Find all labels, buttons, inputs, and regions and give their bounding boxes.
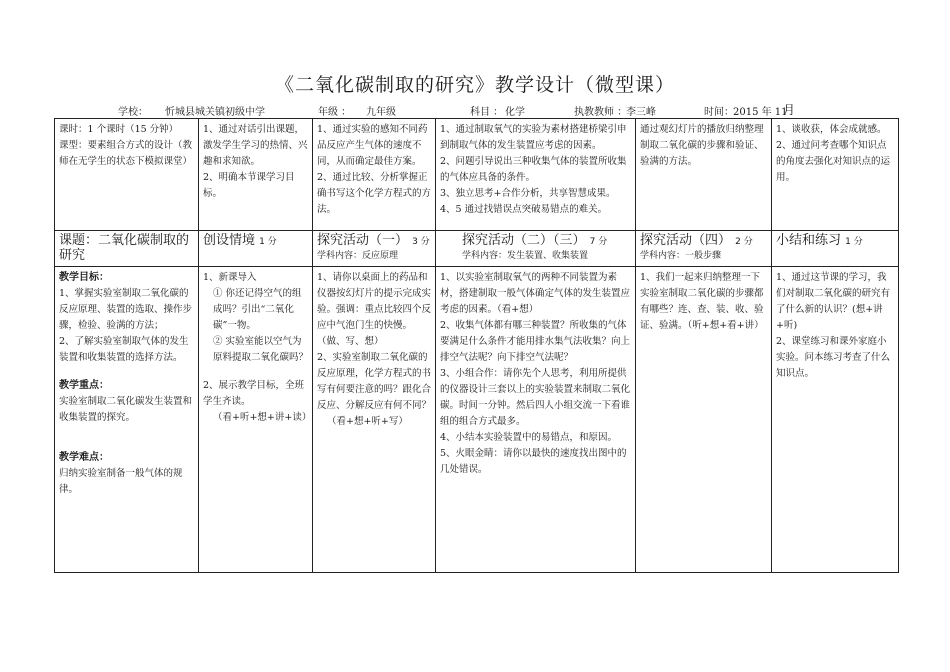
cell-phase-4-content (636, 267, 772, 573)
cell-phase-3 (436, 231, 636, 267)
phase-heading: 探究活动（二）（三） 7 分 (462, 233, 608, 248)
subject-value: 化学 (505, 107, 525, 118)
text-line: 1、以实验室制取氧气的两种不同装置为素材，搭建制取一般气体确定气体的发生装置应考虑的因素。（看+想） (440, 272, 631, 315)
text-line: （看+听+想+讲+读） (213, 412, 312, 423)
text-line: 1、我们一起来归纳整理一下实验室制取二氧化碳的步骤都有哪些？连、查、装、收、验证、验满。（听+想+看+讲） (640, 272, 764, 331)
text-line: 2、课堂练习和课外家庭小实验。问本练习考查了什么知识点。 (776, 336, 891, 379)
phase-heading: 探究活动（一） 3 分 (317, 233, 430, 248)
lesson-topic: 课题：二氧化碳制取的研究 (59, 233, 190, 263)
text-line: 归纳实验室制备一般气体的规律。 (59, 468, 183, 495)
text-line: 3、小组合作：请你先个人思考，利用所提供的仪器设计三套以上的实验装置来制取二氧化碳。时间一分钟。然后四人小组交流一下看谁组的组合方式最多。 (440, 368, 631, 427)
phase-subject: 学科内容：发生装置、收集装置 (462, 251, 589, 261)
text-line: 1、新课导入 (203, 272, 257, 283)
text-line: 2、展示教学目标，全班学生齐读。 (203, 380, 305, 407)
text-line: 4、小结本实验装置中的易错点，和原因。 (440, 432, 618, 443)
cell-phase-4 (636, 231, 772, 267)
phase-subject: 学科内容：一般步骤 (640, 251, 722, 261)
text-line: 1、掌握实验室制取二氧化碳的反应原理、装置的选取、操作步骤，检验、验满的方法； (59, 288, 193, 331)
meta-line (0, 103, 950, 119)
text-line: 1、请你以桌面上的药品和仪器按幻灯片的提示完成实验。强调：重点比较四个反应中气泡门生的快慢。（做、写、想） (317, 272, 432, 347)
cell-phase-1-content (199, 267, 313, 573)
phase-heading: 探究活动（四） 2 分 (640, 233, 753, 248)
teacher-value: 李三峰 (626, 107, 656, 118)
time-month: 月 (783, 103, 796, 117)
cell-row1-col3 (313, 119, 436, 231)
phase-heading: 创设情境 1 分 (203, 233, 277, 248)
text-line: 1、通过这节课的学习，我们对制取二氧化碳的研究有了什么新的认识？(想+讲+听) (776, 272, 891, 331)
difficulty-heading: 教学难点： (59, 452, 109, 463)
text-line: ② 实验室能以空气为原料提取二氧化碳吗？ (213, 336, 309, 363)
teacher-label: 执教教师 ： (574, 107, 628, 118)
cell-phase-1 (199, 231, 313, 267)
text-line: （看+想+听+写） (327, 416, 408, 427)
cell-phase-5 (772, 231, 899, 267)
text-line: 2、收集气体都有哪三种装置？所收集的气体要满足什么条件才能用排水集气法收集？向上排空气法呢？向下排空气法呢？ (440, 320, 631, 363)
text-line: 2、实验室制取二氧化碳的反应原理，化学方程式的书写有何要注意的吗？跟化合反应、分解反应有何不同？ (317, 352, 432, 411)
text-line: 1、通过制取氧气的实验为素材搭建桥梁引申到制取气体的发生装置应考虑的因素。 (440, 124, 627, 151)
cell-objectives (55, 267, 199, 573)
key-point-heading: 教学重点： (59, 380, 109, 391)
cell-phase-2 (313, 231, 436, 267)
text-line: 2、通过问考查哪个知识点的角度去强化对知识点的运用。 (776, 140, 891, 183)
text-line: 3、独立思考+合作分析，共享智慧成果。 (440, 188, 616, 199)
phase-heading: 小结和练习 1 分 (776, 233, 863, 248)
text-line: 5、火眼金睛：请你以最快的速度找出图中的几处错误。 (440, 448, 627, 475)
phase-subject: 学科内容：反应原理 (317, 251, 399, 261)
cell-topic (55, 231, 199, 267)
school-value: 忻城县城关镇初级中学 (165, 107, 265, 118)
page-title: 《二氧化碳制取的研究》教学设计（微型课） (274, 74, 675, 96)
text-line: 2、通过比较、分析掌握正确书写这个化学方程式的方法。 (317, 172, 432, 215)
grade-value: 九年级 (366, 107, 396, 118)
table-row (55, 231, 899, 267)
school-label: 学校： (118, 107, 148, 118)
text-line: 课时：1 个课时（15 分钟） (59, 124, 179, 135)
text-line: 实验室制取二氧化碳发生装置和收集装置的探究。 (59, 396, 193, 423)
text-line: ① 你还记得空气的组成吗？引出“二氧化碳”一物。 (213, 288, 302, 331)
cell-phase-5-content (772, 267, 899, 573)
cell-row1-col2 (199, 119, 313, 231)
cell-row1-col5 (636, 119, 772, 231)
grade-label: 年级 ： (318, 107, 352, 118)
text-line: 课型：要素组合方式的设计（教师在无学生的状态下模拟课堂） (59, 140, 193, 167)
text-line: 2、了解实验室制取气体的发生装置和收集装置的选择方法。 (59, 336, 189, 363)
text-line: 1、通过对话引出课题，激发学生学习的热情、兴趣和求知欲。 (203, 124, 308, 167)
text-line: 4、5 通过找错误点突破易错点的难关。 (440, 204, 608, 215)
cell-row1-col1 (55, 119, 199, 231)
lesson-plan-table (54, 118, 899, 573)
text-line: 1、谈收获，体会成就感。 (776, 124, 887, 135)
objectives-heading: 教学目标： (59, 272, 109, 283)
text-line: 2、问题引导说出三种收集气体的装置所收集的气体应具备的条件。 (440, 156, 627, 183)
time-label: 时间： (704, 107, 734, 118)
text-line: 2、明确本节课学习目标。 (203, 172, 295, 199)
text-line: 1、通过实验的感知不同药品反应产生气体的速度不同，从而确定最佳方案。 (317, 124, 428, 167)
subject-label: 科目 ： (470, 107, 504, 118)
cell-phase-3-content (436, 267, 636, 573)
text-line: 通过观幻灯片的播放归纳整理制取二氧化碳的步骤和验证、验满的方法。 (640, 124, 764, 167)
cell-row1-col4 (436, 119, 636, 231)
table-row (55, 267, 899, 573)
cell-phase-2-content (313, 267, 436, 573)
table-row (55, 119, 899, 231)
time-value: 2015 年 11 (733, 107, 788, 118)
cell-row1-col6 (772, 119, 899, 231)
